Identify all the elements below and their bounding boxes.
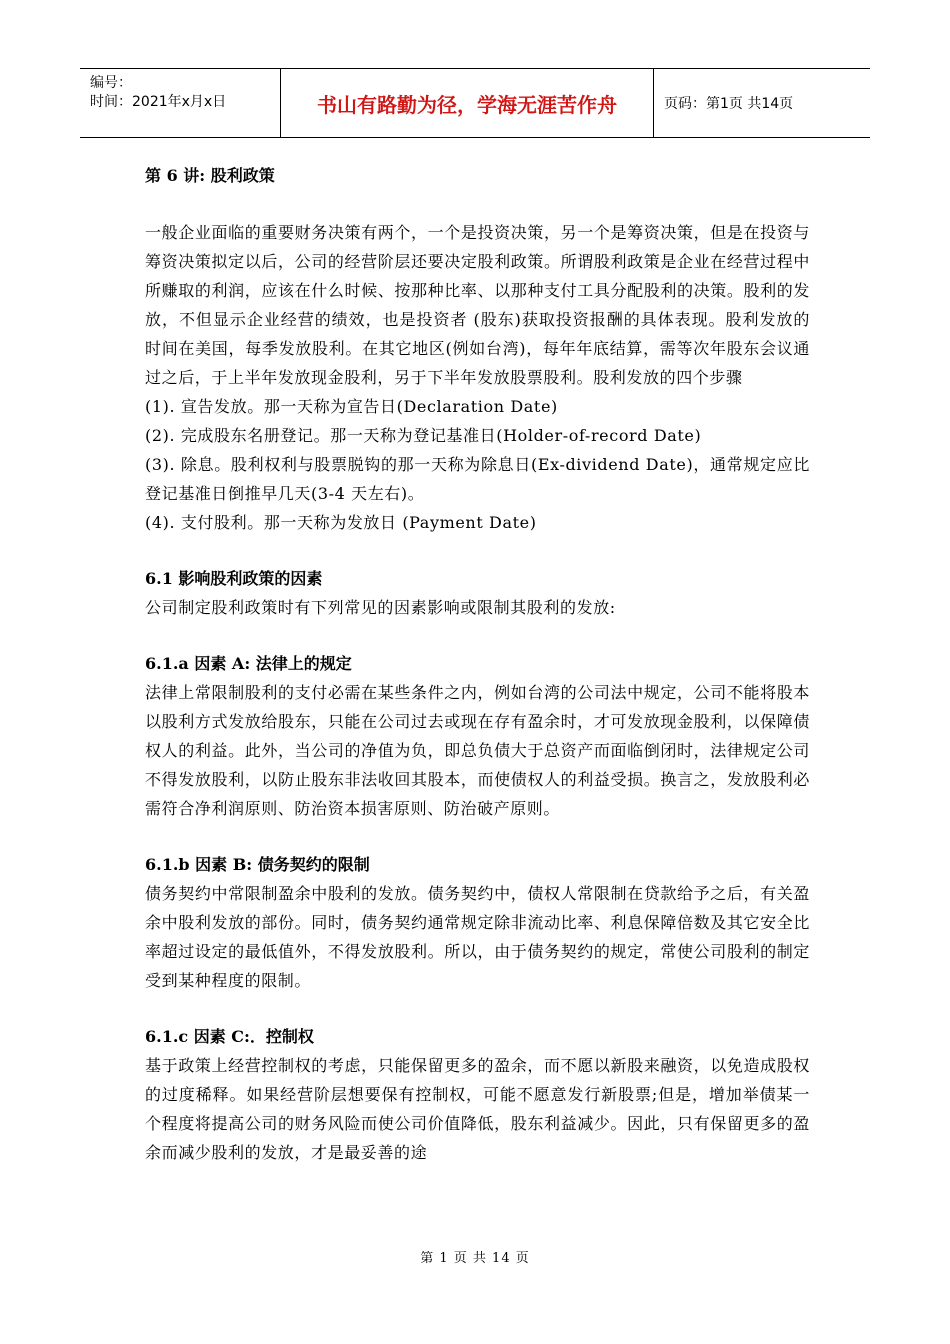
section-6-1-text: 公司制定股利政策时有下列常见的因素影响或限制其股利的发放: <box>145 598 616 617</box>
page-footer: 第 1 页 共 14 页 <box>420 1251 530 1266</box>
dividend-step-3: (3). 除息。股利权利与股票脱钩的那一天称为除息日(Ex-dividend Date)，通常规定应比登记基准日倒推早几天(3-4 天左右)。 <box>145 455 810 503</box>
section-a-text: 法律上常限制股利的支付必需在某些条件之内，例如台湾的公司法中规定，公司不能将股本以股利方式发放给股东，只能在公司过去或现在存有盈余时，才可发放现金股利，以保障债权人的利益。此外，当公司的净值为负，即总负债大于总资产而面临倒闭时，法律规定公司不得发放股利，以防止股东非法收回其股本，而使债权人的利益受损。换言之，发放股利必需符合净利润原则、防治资本损害原则、防治破产原则。 <box>145 683 810 818</box>
dividend-step-4: (4). 支付股利。那一天称为发放日 (Payment Date) <box>145 513 537 532</box>
document-number-label: 编号： <box>90 75 132 91</box>
page-header <box>80 68 870 138</box>
header-motto: 书山有路勤为径，学海无涯苦作舟 <box>281 69 654 137</box>
section-b-heading: 6.1.b 因素 B: 债务契约的限制 <box>145 855 370 874</box>
section-b-text: 债务契约中常限制盈余中股利的发放。债务契约中，债权人常限制在贷款给予之后，有关盈余中股利发放的部份。同时，债务契约通常规定除非流动比率、利息保障倍数及其它安全比率超过设定的最低值外，不得发放股利。所以，由于债务契约的规定，常使公司股利的制定受到某种程度的限制。 <box>145 884 810 990</box>
dividend-step-2: (2). 完成股东名册登记。那一天称为登记基准日(Holder-of-record Date) <box>145 426 702 445</box>
document-date-label: 时间：2021年x月x日 <box>90 94 227 110</box>
section-c-heading: 6.1.c 因素 C:．控制权 <box>145 1027 314 1046</box>
section-6-1-heading: 6.1 影响股利政策的因素 <box>145 569 323 588</box>
header-page-info: 页码：第1页 共14页 <box>664 96 794 112</box>
lecture-title: 第 6 讲: 股利政策 <box>145 166 275 185</box>
header-meta-cell <box>80 69 281 137</box>
section-c-text: 基于政策上经营控制权的考虑，只能保留更多的盈余，而不愿以新股来融资，以免造成股权的过度稀释。如果经营阶层想要保有控制权，可能不愿意发行新股票;但是，增加举债某一个程度将提高公司的财务风险而使公司价值降低，股东利益减少。因此，只有保留更多的盈余而减少股利的发放，才是最妥善的途 <box>145 1056 810 1162</box>
section-a-heading: 6.1.a 因素 A: 法律上的规定 <box>145 654 352 673</box>
document-body <box>145 162 810 1167</box>
intro-paragraph: 一般企业面临的重要财务决策有两个，一个是投资决策，另一个是筹资决策，但是在投资与筹资决策拟定以后，公司的经营阶层还要决定股利政策。所谓股利政策是企业在经营过程中所赚取的利润，应该在什么时候、按那种比率、以那种支付工具分配股利的决策。股利的发放，不但显示企业经营的绩效，也是投资者 (股东)获取投资报酬的具体表现。股利发放的时间在美国，每季发放股利。在其它地区(例如台湾)，每年年底结算，需等次年股东会议通过之后，于上半年发放现金股利，另于下半年发放股票股利。股利发放的四个步骤 <box>145 223 810 387</box>
dividend-step-1: (1). 宣告发放。那一天称为宣告日(Declaration Date) <box>145 397 558 416</box>
